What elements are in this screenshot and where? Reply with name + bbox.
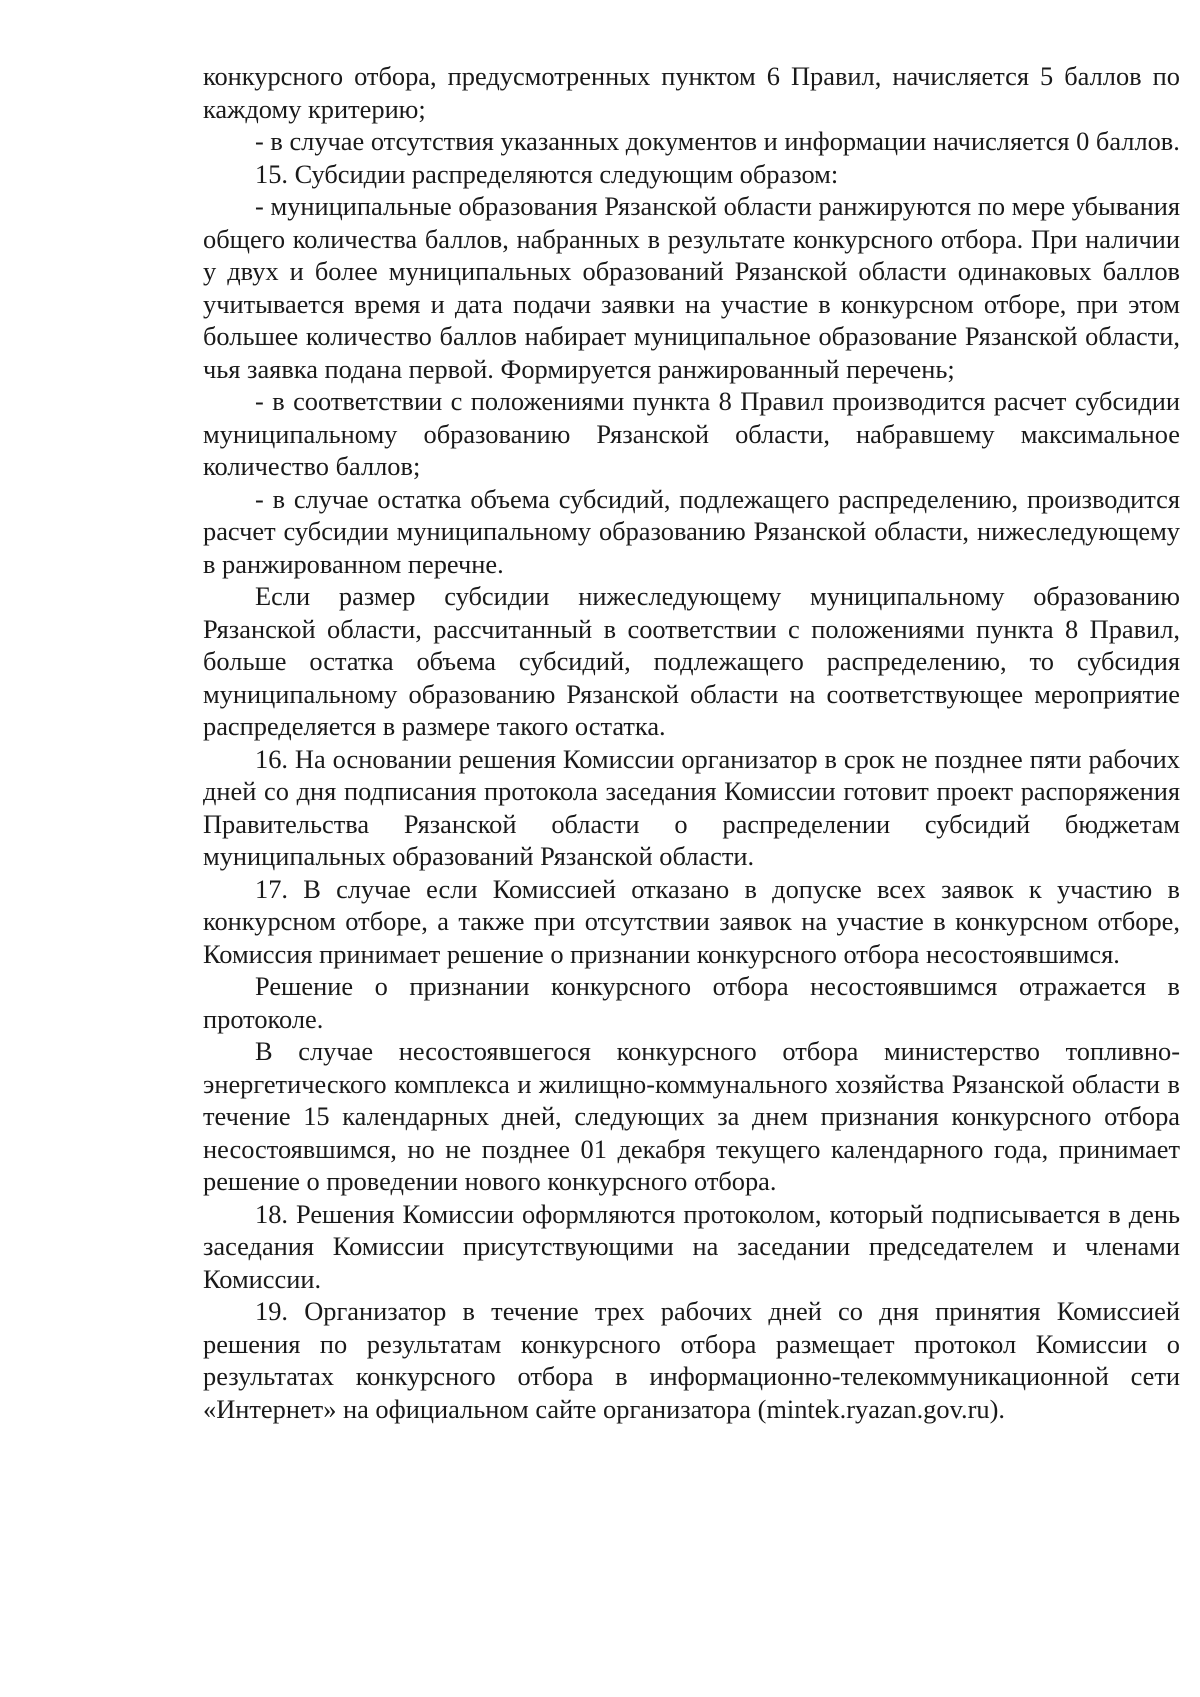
paragraph-17-protocol: Решение о признании конкурсного отбора несостоявшимся отражается в протоколе. [203, 971, 1180, 1034]
paragraph-17: 17. В случае если Комиссией отказано в допуске всех заявок к участию в конкурсном отборе, а также при отсутствии заявок на участие в конкурсном отборе, Комиссия принимает решение о признании конкурсного отбора несостоявшимся. [203, 873, 1180, 969]
paragraph-15-ranking: - муниципальные образования Рязанской области ранжируются по мере убывания общего количества баллов, набранных в результате конкурсного отбора. При наличии у двух и более муниципальных образований Рязанской области одинаковых баллов учитывается время и дата подачи заявки на участие в конкурсном отборе, при этом большее количество баллов набирает муниципальное образование Рязанской области, чья заявка подана первой. Формируется ранжированный перечень; [203, 191, 1180, 384]
paragraph-16: 16. На основании решения Комиссии организатор в срок не позднее пяти рабочих дней со дня подписания протокола заседания Комиссии готовит проект распоряжения Правительства Рязанской области о распределении субсидий бюджетам муниципальных образований Рязанской области. [203, 743, 1180, 871]
paragraph-15-subsidy-size: Если размер субсидии нижеследующему муниципальному образованию Рязанской области, рассчитанный в соответствии с положениями пункта 8 Правил, больше остатка объема субсидий, подлежащего распределению, то субсидия муниципальному образованию Рязанской области на соответствующее мероприятие распределяется в размере такого остатка. [203, 581, 1180, 741]
paragraph-criteria-continuation: конкурсного отбора, предусмотренных пунктом 6 Правил, начисляется 5 баллов по каждому критерию; [203, 61, 1180, 124]
paragraph-15-remainder: - в случае остатка объема субсидий, подлежащего распределению, производится расчет субсидии муниципальному образованию Рязанской области, нижеследующему в ранжированном перечне. [203, 483, 1180, 579]
paragraph-zero-points: - в случае отсутствия указанных документов и информации начисляется 0 баллов. [255, 126, 1180, 156]
paragraph-15-calculation: - в соответствии с положениями пункта 8 Правил производится расчет субсидии муниципальному образованию Рязанской области, набравшему максимальное количество баллов; [203, 386, 1180, 481]
document-body [203, 60, 1180, 1425]
paragraph-15-heading: 15. Субсидии распределяются следующим образом: [255, 158, 839, 189]
paragraph-18: 18. Решения Комиссии оформляются протоколом, который подписывается в день заседания Комиссии присутствующими на заседании председателем и членами Комиссии. [203, 1198, 1180, 1294]
paragraph-19: 19. Организатор в течение трех рабочих дней со дня принятия Комиссией решения по результатам конкурсного отбора размещает протокол Комиссии о результатах конкурсного отбора в информационно-телекоммуникационной сети «Интернет» на официальном сайте организатора (mintek.ryazan.gov.ru). [203, 1296, 1180, 1424]
paragraph-17-new-selection: В случае несостоявшегося конкурсного отбора министерство топливно-энергетического комплекса и жилищно-коммунального хозяйства Рязанской области в течение 15 календарных дней, следующих за днем признания конкурсного отбора несостоявшимся, но не позднее 01 декабря текущего календарного года, принимает решение о проведении нового конкурсного отбора. [203, 1036, 1180, 1196]
